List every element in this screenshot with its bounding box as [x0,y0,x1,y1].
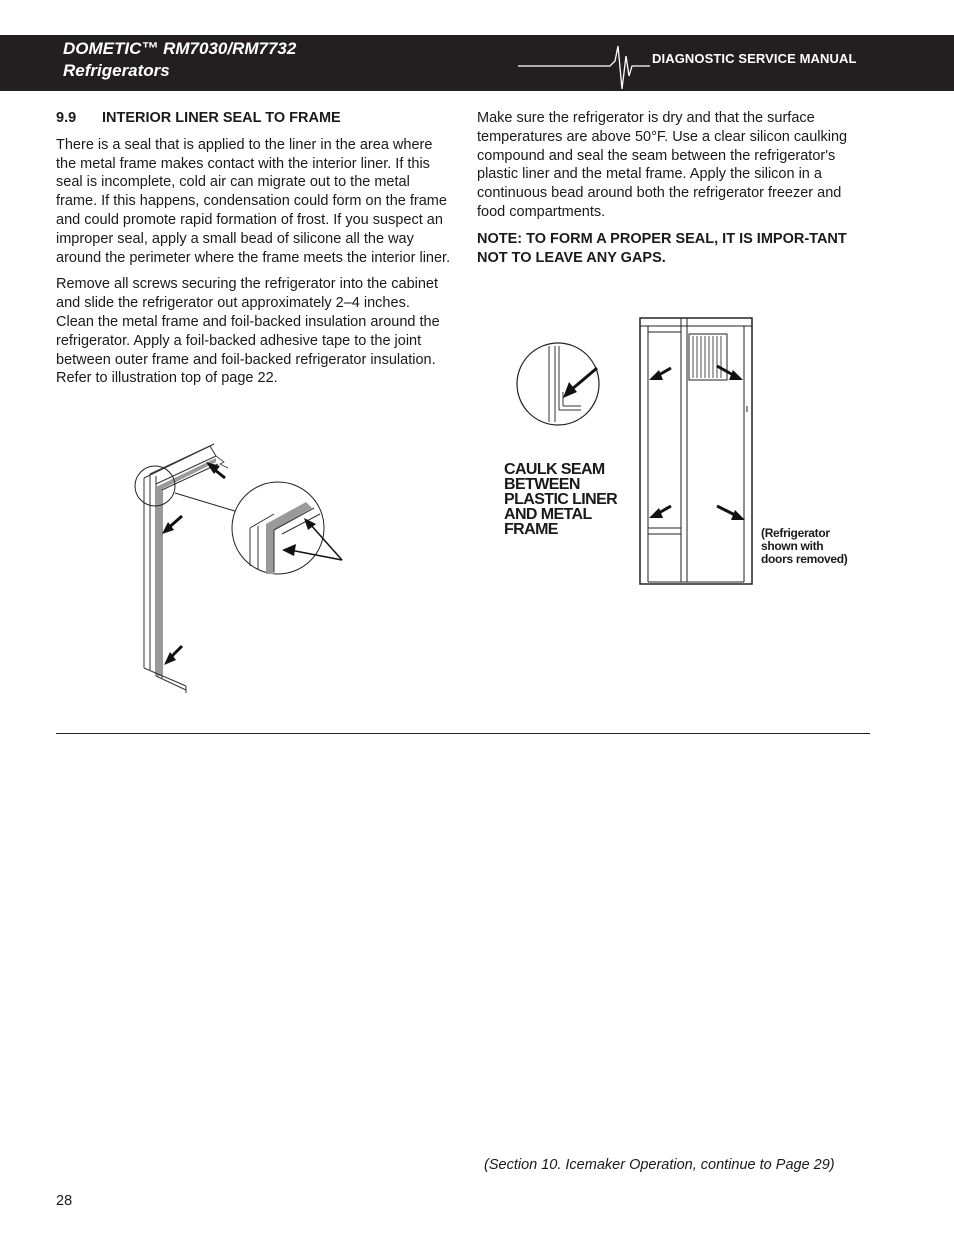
caulk-label-line: BETWEEN [504,476,580,493]
caulk-label-line: AND METAL [504,506,592,523]
manual-label: DIAGNOSTIC SERVICE MANUAL [652,51,857,66]
shown-label-line: doors removed) [761,552,848,566]
section-number: 9.9 [56,110,77,126]
paragraph: Remove all screws securing the refrigerator into the cabinet and slide the refrigerator out approximately 2–4 inches. Clean the metal frame and foil-backed insulation around the refrigerator. Apply a foil-backed adhesive tape to the joint between outer frame and foil-backed refrigerator insulation. Refer to illustration top of page 22. [56,276,440,387]
section-divider [56,733,870,734]
note-text: NOTE: TO FORM A PROPER SEAL, IT IS IMPOR-TANT NOT TO LEAVE ANY GAPS. [477,230,847,266]
paragraph: There is a seal that is applied to the liner in the area where the metal frame makes contact with the interior liner. If this seal is incomplete, cold air can migrate out to the metal frame. If this happens, condensation could form on the frame and could promote rapid formation of frost. If you suspect an improper seal, apply a small bead of silicone all the way around the perimeter where the frame meets the interior liner. [56,136,451,266]
frame-seal-illustration [130,438,360,700]
heartbeat-wave-icon [518,36,658,91]
paragraph: Make sure the refrigerator is dry and that the surface temperatures are above 50°F. Use a clear silicon caulking compound and seal the seam between the refrigerator's plastic liner and the metal frame. Apply the silicon in a continuous bead around both the refrigerator freezer and food compartments. [477,110,848,220]
page-number: 28 [56,1193,73,1209]
caulk-seam-label [504,462,617,537]
header-subtitle: Refrigerators [63,61,170,80]
right-column [477,109,872,275]
shown-label-line: shown with [761,539,824,553]
caulk-label-line: CAULK SEAM [504,461,605,478]
shown-label-line: (Refrigerator [761,526,830,540]
section-title: INTERIOR LINER SEAL TO FRAME [102,110,341,126]
caulk-label-line: FRAME [504,521,558,538]
left-column [56,109,451,396]
continuation-note: (Section 10. Icemaker Operation, continue to Page 29) [484,1157,835,1173]
section-heading [56,109,451,128]
refrigerator-illustration [515,316,760,588]
doors-removed-label [761,527,848,566]
header-title: DOMETIC™ RM7030/RM7732 [63,39,297,58]
caulk-label-line: PLASTIC LINER [504,491,618,508]
